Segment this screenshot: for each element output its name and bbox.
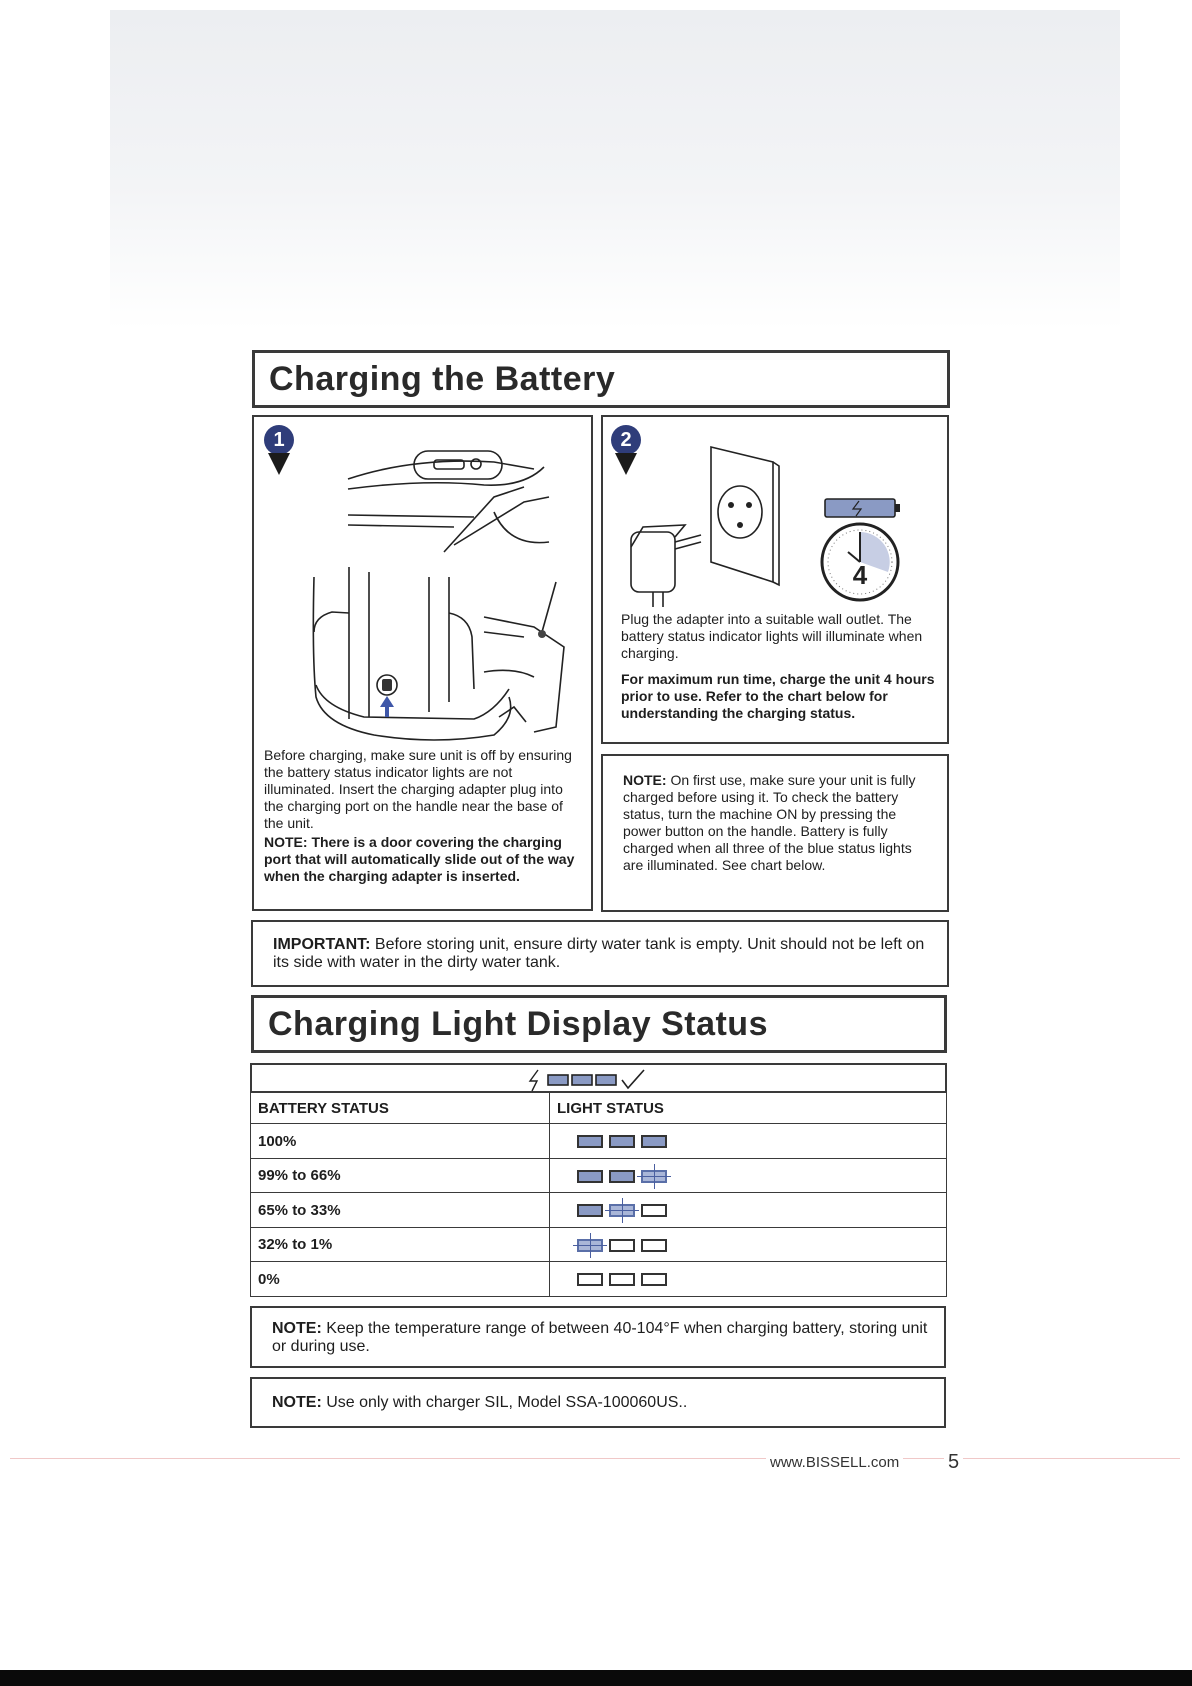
light-status-cell: [550, 1158, 947, 1193]
first-use-note-text: [623, 772, 935, 874]
scan-shading: [110, 10, 1120, 330]
indicator-light-off-icon: [641, 1239, 667, 1252]
table-row: [251, 1124, 947, 1159]
battery-status-cell: 32% to 1%: [251, 1227, 550, 1262]
step-2-panel: [601, 415, 949, 744]
step-1-text: Before charging, make sure unit is off by ensuring the battery status indicator lights are not illuminated. Insert the charging adapter plug into the charging port on the handle near the base of the unit.: [264, 747, 572, 831]
status-table: [250, 1092, 947, 1297]
light-status-table: [250, 1092, 947, 1297]
indicator-light-on-icon: [577, 1170, 603, 1183]
legend-icons: [524, 1068, 654, 1092]
light-status-cell: [550, 1124, 947, 1159]
light-status-cell: [550, 1262, 947, 1297]
table-header-row: [251, 1093, 947, 1124]
indicator-light-on-icon: [641, 1135, 667, 1148]
step-1-panel: [252, 415, 593, 911]
legend-light-icon: [596, 1075, 616, 1085]
charging-port-illustration: [294, 427, 584, 747]
step-1-note: NOTE: There is a door covering the charging port that will automatically slide out of the way when the charging adapter is inserted.: [264, 834, 575, 884]
step-1-marker: [264, 425, 294, 475]
step-2-bold-text: For maximum run time, charge the unit 4 hours prior to use. Refer to the chart below for understanding the charging status.: [621, 671, 935, 721]
indicator-light-off-icon: [641, 1204, 667, 1217]
note-body: Keep the temperature range of between 40-104°F when charging battery, storing unit or during use.: [272, 1320, 928, 1355]
section-title: Charging Light Display Status: [268, 1004, 768, 1043]
step-2-badge: 2: [611, 425, 641, 455]
table-row: [251, 1262, 947, 1297]
scan-edge: [0, 1670, 1192, 1686]
indicator-light-on-icon: [577, 1135, 603, 1148]
checkmark-icon: [622, 1070, 644, 1088]
header-light-status: LIGHT STATUS: [550, 1093, 947, 1124]
legend-light-icon: [548, 1075, 568, 1085]
section-header-charging: [252, 350, 950, 408]
note-body: Use only with charger SIL, Model SSA-100060US..: [326, 1394, 688, 1411]
battery-status-cell: 100%: [251, 1124, 550, 1159]
status-rows: [251, 1124, 947, 1297]
charging-bolt-icon: [530, 1070, 538, 1091]
charger-note: [250, 1377, 946, 1428]
indicator-light-on-icon: [609, 1170, 635, 1183]
charger-note-text: [272, 1394, 932, 1412]
footer-url[interactable]: www.BISSELL.com: [766, 1454, 903, 1471]
indicator-light-off-icon: [609, 1239, 635, 1252]
note-body: On first use, make sure your unit is fully charged before using it. To check the battery status, turn the machine ON by pressing the power button on the handle. Battery is fully charged when all three of the blue status lights are illuminated. See chart below.: [623, 772, 916, 873]
clock-number: 4: [852, 560, 868, 590]
important-label: IMPORTANT:: [273, 936, 371, 953]
arrow-down-icon: [268, 453, 290, 475]
legend-light-icon: [572, 1075, 592, 1085]
chart-legend-row: [250, 1063, 947, 1093]
battery-status-cell: 0%: [251, 1262, 550, 1297]
note-label: NOTE:: [623, 772, 667, 788]
indicator-light-on-icon: [577, 1204, 603, 1217]
important-note: [251, 920, 949, 987]
section-title: Charging the Battery: [269, 359, 616, 398]
indicator-light-off-icon: [577, 1273, 603, 1286]
indicator-light-on-icon: [609, 1135, 635, 1148]
step-2-text: Plug the adapter into a suitable wall outlet. The battery status indicator lights will illuminate when charging.: [621, 611, 923, 661]
light-status-cell: [550, 1227, 947, 1262]
indicator-light-off-icon: [641, 1273, 667, 1286]
indicator-light-flash-icon: [577, 1239, 603, 1252]
table-row: [251, 1158, 947, 1193]
table-row: [251, 1227, 947, 1262]
header-battery-status: BATTERY STATUS: [251, 1093, 550, 1124]
wall-outlet-illustration: [623, 437, 903, 607]
table-row: [251, 1193, 947, 1228]
temperature-note: [250, 1306, 946, 1368]
important-body: Before storing unit, ensure dirty water tank is empty. Unit should not be left on its side with water in the dirty water tank.: [273, 936, 925, 971]
footer-rule: [10, 1458, 1180, 1459]
page-number: 5: [944, 1451, 963, 1474]
note-label: NOTE:: [272, 1320, 322, 1337]
first-use-note: [601, 754, 949, 912]
important-note-text: [273, 936, 935, 972]
step-1-badge: 1: [264, 425, 294, 455]
indicator-light-off-icon: [609, 1273, 635, 1286]
section-header-light-status: [251, 995, 947, 1053]
light-status-cell: [550, 1193, 947, 1228]
indicator-light-flash-icon: [609, 1204, 635, 1217]
battery-status-cell: 99% to 66%: [251, 1158, 550, 1193]
note-label: NOTE:: [272, 1394, 322, 1411]
temperature-note-text: [272, 1320, 932, 1356]
indicator-light-flash-icon: [641, 1170, 667, 1183]
battery-status-cell: 65% to 33%: [251, 1193, 550, 1228]
